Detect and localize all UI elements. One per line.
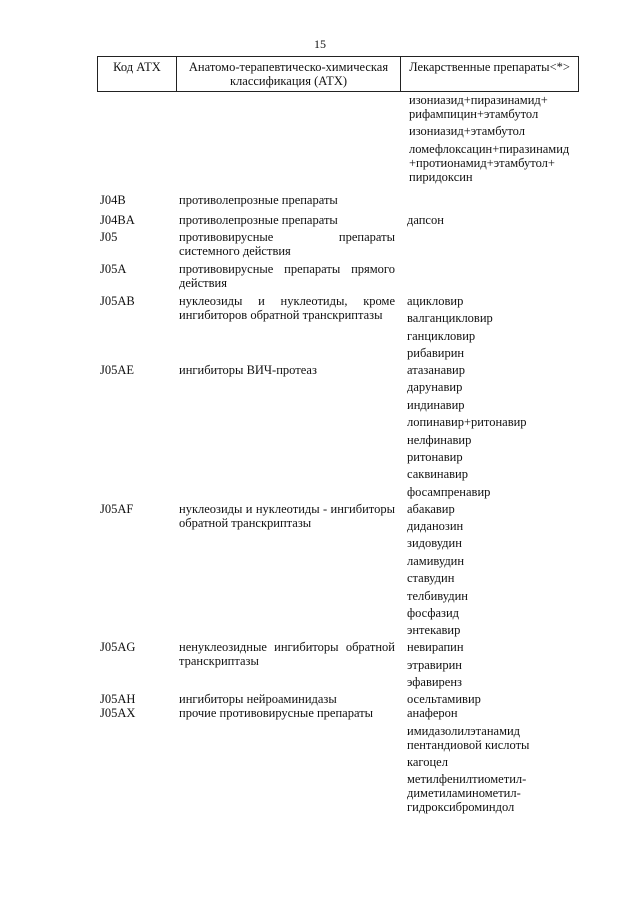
atc-classification: противолепрозные препараты: [179, 212, 338, 227]
drug-item: осельтамивир: [407, 692, 481, 707]
drug-item: индинавир: [407, 397, 465, 412]
table-row: [97, 193, 579, 207]
drug-item: невирапин: [407, 640, 464, 655]
drug-item: фосампренавир: [407, 484, 491, 499]
drug-item: энтекавир: [407, 623, 461, 638]
table-row: [97, 230, 579, 258]
atc-classification: ингибиторы ВИЧ-протеаз: [179, 362, 317, 377]
table-row: [97, 502, 579, 638]
drug-list: [395, 502, 579, 638]
drug-list: [395, 230, 579, 258]
drug-list: [395, 640, 579, 689]
drug-item: рибавирин: [407, 345, 465, 360]
atc-code: J04B: [100, 192, 126, 207]
atc-code: J05AG: [100, 640, 136, 655]
atc-code: J05AH: [100, 692, 136, 707]
atc-code: J05AB: [100, 293, 135, 308]
drug-item: ломефлоксацин+пиразинамид +протионамид+этамбутол+ пиридоксин: [409, 141, 570, 184]
drug-item: ганцикловир: [407, 328, 476, 343]
drug-list: [395, 363, 579, 499]
atc-code: J05AE: [100, 362, 135, 377]
drug-item: изониазид+пиразинамид+ рифампицин+этамбутол: [409, 93, 548, 121]
table-row: [97, 692, 579, 706]
drug-item: изониазид+этамбутол: [409, 124, 525, 139]
atc-classification: ингибиторы нейроаминидазы: [179, 692, 337, 707]
drug-item: метилфенилтиометил-диметиламинометил-гидроксиброминдол: [407, 772, 527, 815]
table-row: [97, 262, 579, 290]
drug-item: телбивудин: [407, 588, 468, 603]
drug-item: дапсон: [407, 212, 444, 227]
atc-code: J05AX: [100, 706, 136, 721]
atc-code: J04BA: [100, 212, 135, 227]
drug-item: эфавиренз: [407, 675, 462, 690]
table-header: [97, 56, 579, 92]
atc-code: J05A: [100, 261, 127, 276]
drug-item: этравирин: [407, 657, 462, 672]
atc-code: J05: [100, 229, 118, 244]
drug-item: саквинавир: [407, 467, 468, 482]
drug-item: анаферон: [407, 706, 458, 721]
atc-classification: противовирусные препараты системного действия: [179, 229, 395, 258]
table-row: [97, 213, 579, 227]
drug-item: абакавир: [407, 501, 455, 516]
drug-item: кагоцел: [407, 754, 448, 769]
drug-item: дарунавир: [407, 380, 463, 395]
drug-item: нелфинавир: [407, 432, 472, 447]
drug-item: лопинавир+ритонавир: [407, 415, 527, 430]
drug-item: диданозин: [407, 519, 464, 534]
table-body: [97, 93, 579, 814]
atc-classification: ненуклеозидные ингибиторы обратной транскриптазы: [179, 640, 395, 669]
continued-drug-list: [97, 93, 579, 184]
header-drugs: Лекарственные препараты<*>: [409, 60, 570, 74]
drug-item: валганцикловир: [407, 311, 493, 326]
drug-item: ставудин: [407, 571, 455, 586]
table-row: [97, 363, 579, 499]
atc-classification: противолепрозные препараты: [179, 192, 338, 207]
drug-list: [395, 706, 579, 814]
atc-classification: прочие противовирусные препараты: [179, 706, 374, 721]
drug-item: ламивудин: [407, 553, 465, 568]
table-row: [97, 294, 579, 360]
drug-item: фосфазид: [407, 606, 459, 621]
atc-classification: нуклеозиды и нуклеотиды, кроме ингибиторов обратной транскриптазы: [179, 293, 395, 322]
header-classification: Анатомо-терапевтическо-химическая классификация (АТХ): [177, 57, 401, 91]
atc-classification: противовирусные препараты прямого действия: [179, 261, 395, 290]
drug-item: зидовудин: [407, 536, 462, 551]
drug-list: [395, 692, 579, 706]
table-row: [97, 706, 579, 814]
drug-item: атазанавир: [407, 362, 465, 377]
header-code: Код АТХ: [98, 57, 177, 91]
drug-list: [395, 262, 579, 290]
atc-classification: нуклеозиды и нуклеотиды - ингибиторы обратной транскриптазы: [179, 501, 395, 530]
page-number: 15: [314, 37, 326, 51]
drug-item: ацикловир: [407, 293, 464, 308]
atc-code: J05AF: [100, 501, 134, 516]
drug-list: [395, 294, 579, 360]
table-row: [97, 640, 579, 689]
drug-item: ритонавир: [407, 449, 463, 464]
drug-list: [395, 193, 579, 207]
drug-list: [395, 213, 579, 227]
drug-item: имидазолилэтанамид пентандиовой кислоты: [407, 723, 530, 752]
